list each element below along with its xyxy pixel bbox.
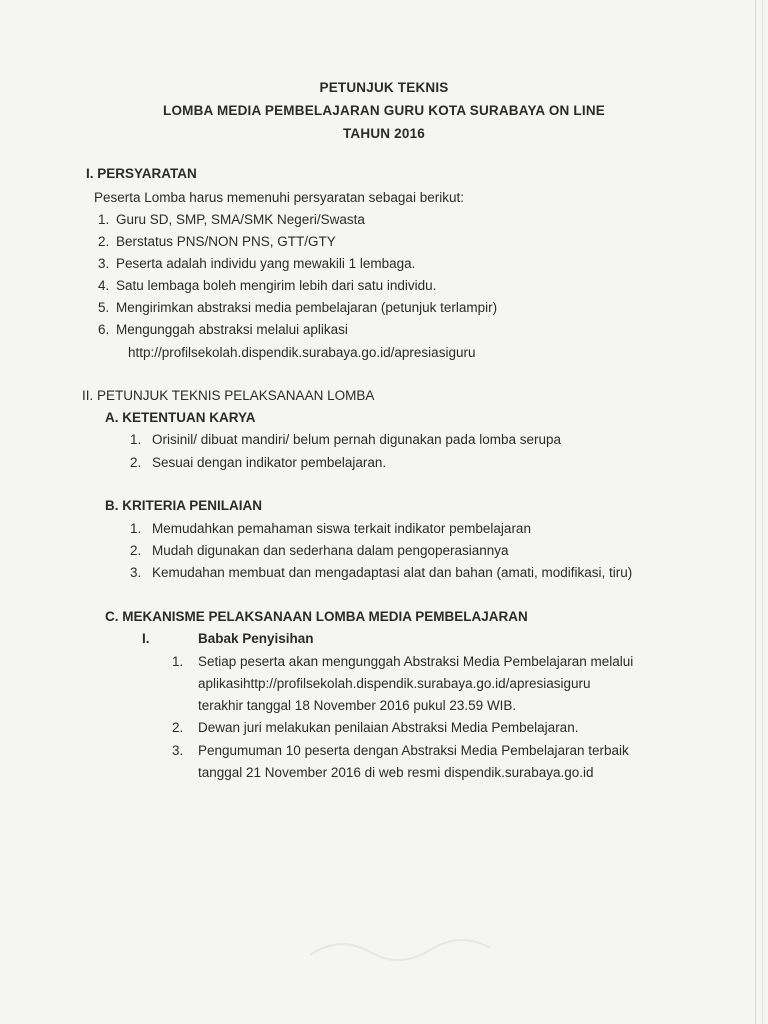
babak-title: Babak Penyisihan: [198, 631, 314, 646]
req-5-text: Mengirimkan abstraksi media pembelajaran (petunjuk terlampir): [116, 300, 498, 315]
page-edge-line: [755, 0, 756, 1024]
req-2-number: 2.: [98, 234, 110, 249]
kriteria-2-text: Mudah digunakan dan sederhana dalam pengoperasiannya: [152, 543, 509, 558]
babak-2-line-1: Dewan juri melakukan penilaian Abstraksi Media Pembelajaran.: [198, 720, 579, 735]
page-edge-line-outer: [762, 0, 763, 1024]
req-1-number: 1.: [98, 212, 110, 227]
kriteria-2-number: 2.: [130, 543, 142, 558]
section-2-heading: II. PETUNJUK TEKNIS PELAKSANAAN LOMBA: [82, 388, 375, 403]
karya-1-number: 1.: [130, 432, 142, 447]
req-4-number: 4.: [98, 278, 110, 293]
babak-1-line-1: Setiap peserta akan mengunggah Abstraksi Media Pembelajaran melalui: [198, 654, 634, 669]
babak-2-number: 2.: [172, 720, 184, 735]
req-6-text: Mengunggah abstraksi melalui aplikasi: [116, 322, 348, 337]
req-4-text: Satu lembaga boleh mengirim lebih dari satu individu.: [116, 278, 437, 293]
babak-1-line-2: aplikasihttp://profilsekolah.dispendik.surabaya.go.id/apresiasiguru: [198, 676, 591, 691]
req-6-url: http://profilsekolah.dispendik.surabaya.go.id/apresiasiguru: [128, 345, 476, 360]
req-5-number: 5.: [98, 300, 110, 315]
subsection-c-heading: C. MEKANISME PELAKSANAAN LOMBA MEDIA PEMBELAJARAN: [105, 609, 528, 624]
babak-numeral: I.: [142, 631, 150, 646]
bleed-through-smudge: [300, 930, 500, 970]
babak-3-line-2: tanggal 21 November 2016 di web resmi dispendik.surabaya.go.id: [198, 765, 594, 780]
babak-1-number: 1.: [172, 654, 184, 669]
babak-3-line-1: Pengumuman 10 peserta dengan Abstraksi Media Pembelajaran terbaik: [198, 743, 629, 758]
req-2-text: Berstatus PNS/NON PNS, GTT/GTY: [116, 234, 336, 249]
kriteria-1-text: Memudahkan pemahaman siswa terkait indikator pembelajaran: [152, 521, 531, 536]
req-1-text: Guru SD, SMP, SMA/SMK Negeri/Swasta: [116, 212, 365, 227]
karya-1-text: Orisinil/ dibuat mandiri/ belum pernah digunakan pada lomba serupa: [152, 432, 561, 447]
subsection-b-heading: B. KRITERIA PENILAIAN: [105, 498, 263, 513]
babak-1-line-3: terakhir tanggal 18 November 2016 pukul 23.59 WIB.: [198, 698, 517, 713]
doc-title-line-2: LOMBA MEDIA PEMBELAJARAN GURU KOTA SURABAYA ON LINE: [163, 103, 605, 118]
babak-3-number: 3.: [172, 743, 184, 758]
karya-2-text: Sesuai dengan indikator pembelajaran.: [152, 455, 387, 470]
req-6-number: 6.: [98, 322, 110, 337]
req-3-number: 3.: [98, 256, 110, 271]
doc-title-line-3: TAHUN 2016: [342, 126, 426, 141]
req-3-text: Peserta adalah individu yang mewakili 1 lembaga.: [116, 256, 416, 271]
section-1-intro: Peserta Lomba harus memenuhi persyaratan sebagai berikut:: [94, 190, 464, 205]
kriteria-3-text: Kemudahan membuat dan mengadaptasi alat dan bahan (amati, modifikasi, tiru): [152, 565, 633, 580]
kriteria-1-number: 1.: [130, 521, 142, 536]
subsection-a-heading: A. KETENTUAN KARYA: [105, 410, 256, 425]
section-1-heading: I. PERSYARATAN: [86, 166, 197, 181]
kriteria-3-number: 3.: [130, 565, 142, 580]
doc-title-line-1: PETUNJUK TEKNIS: [319, 80, 449, 95]
karya-2-number: 2.: [130, 455, 142, 470]
